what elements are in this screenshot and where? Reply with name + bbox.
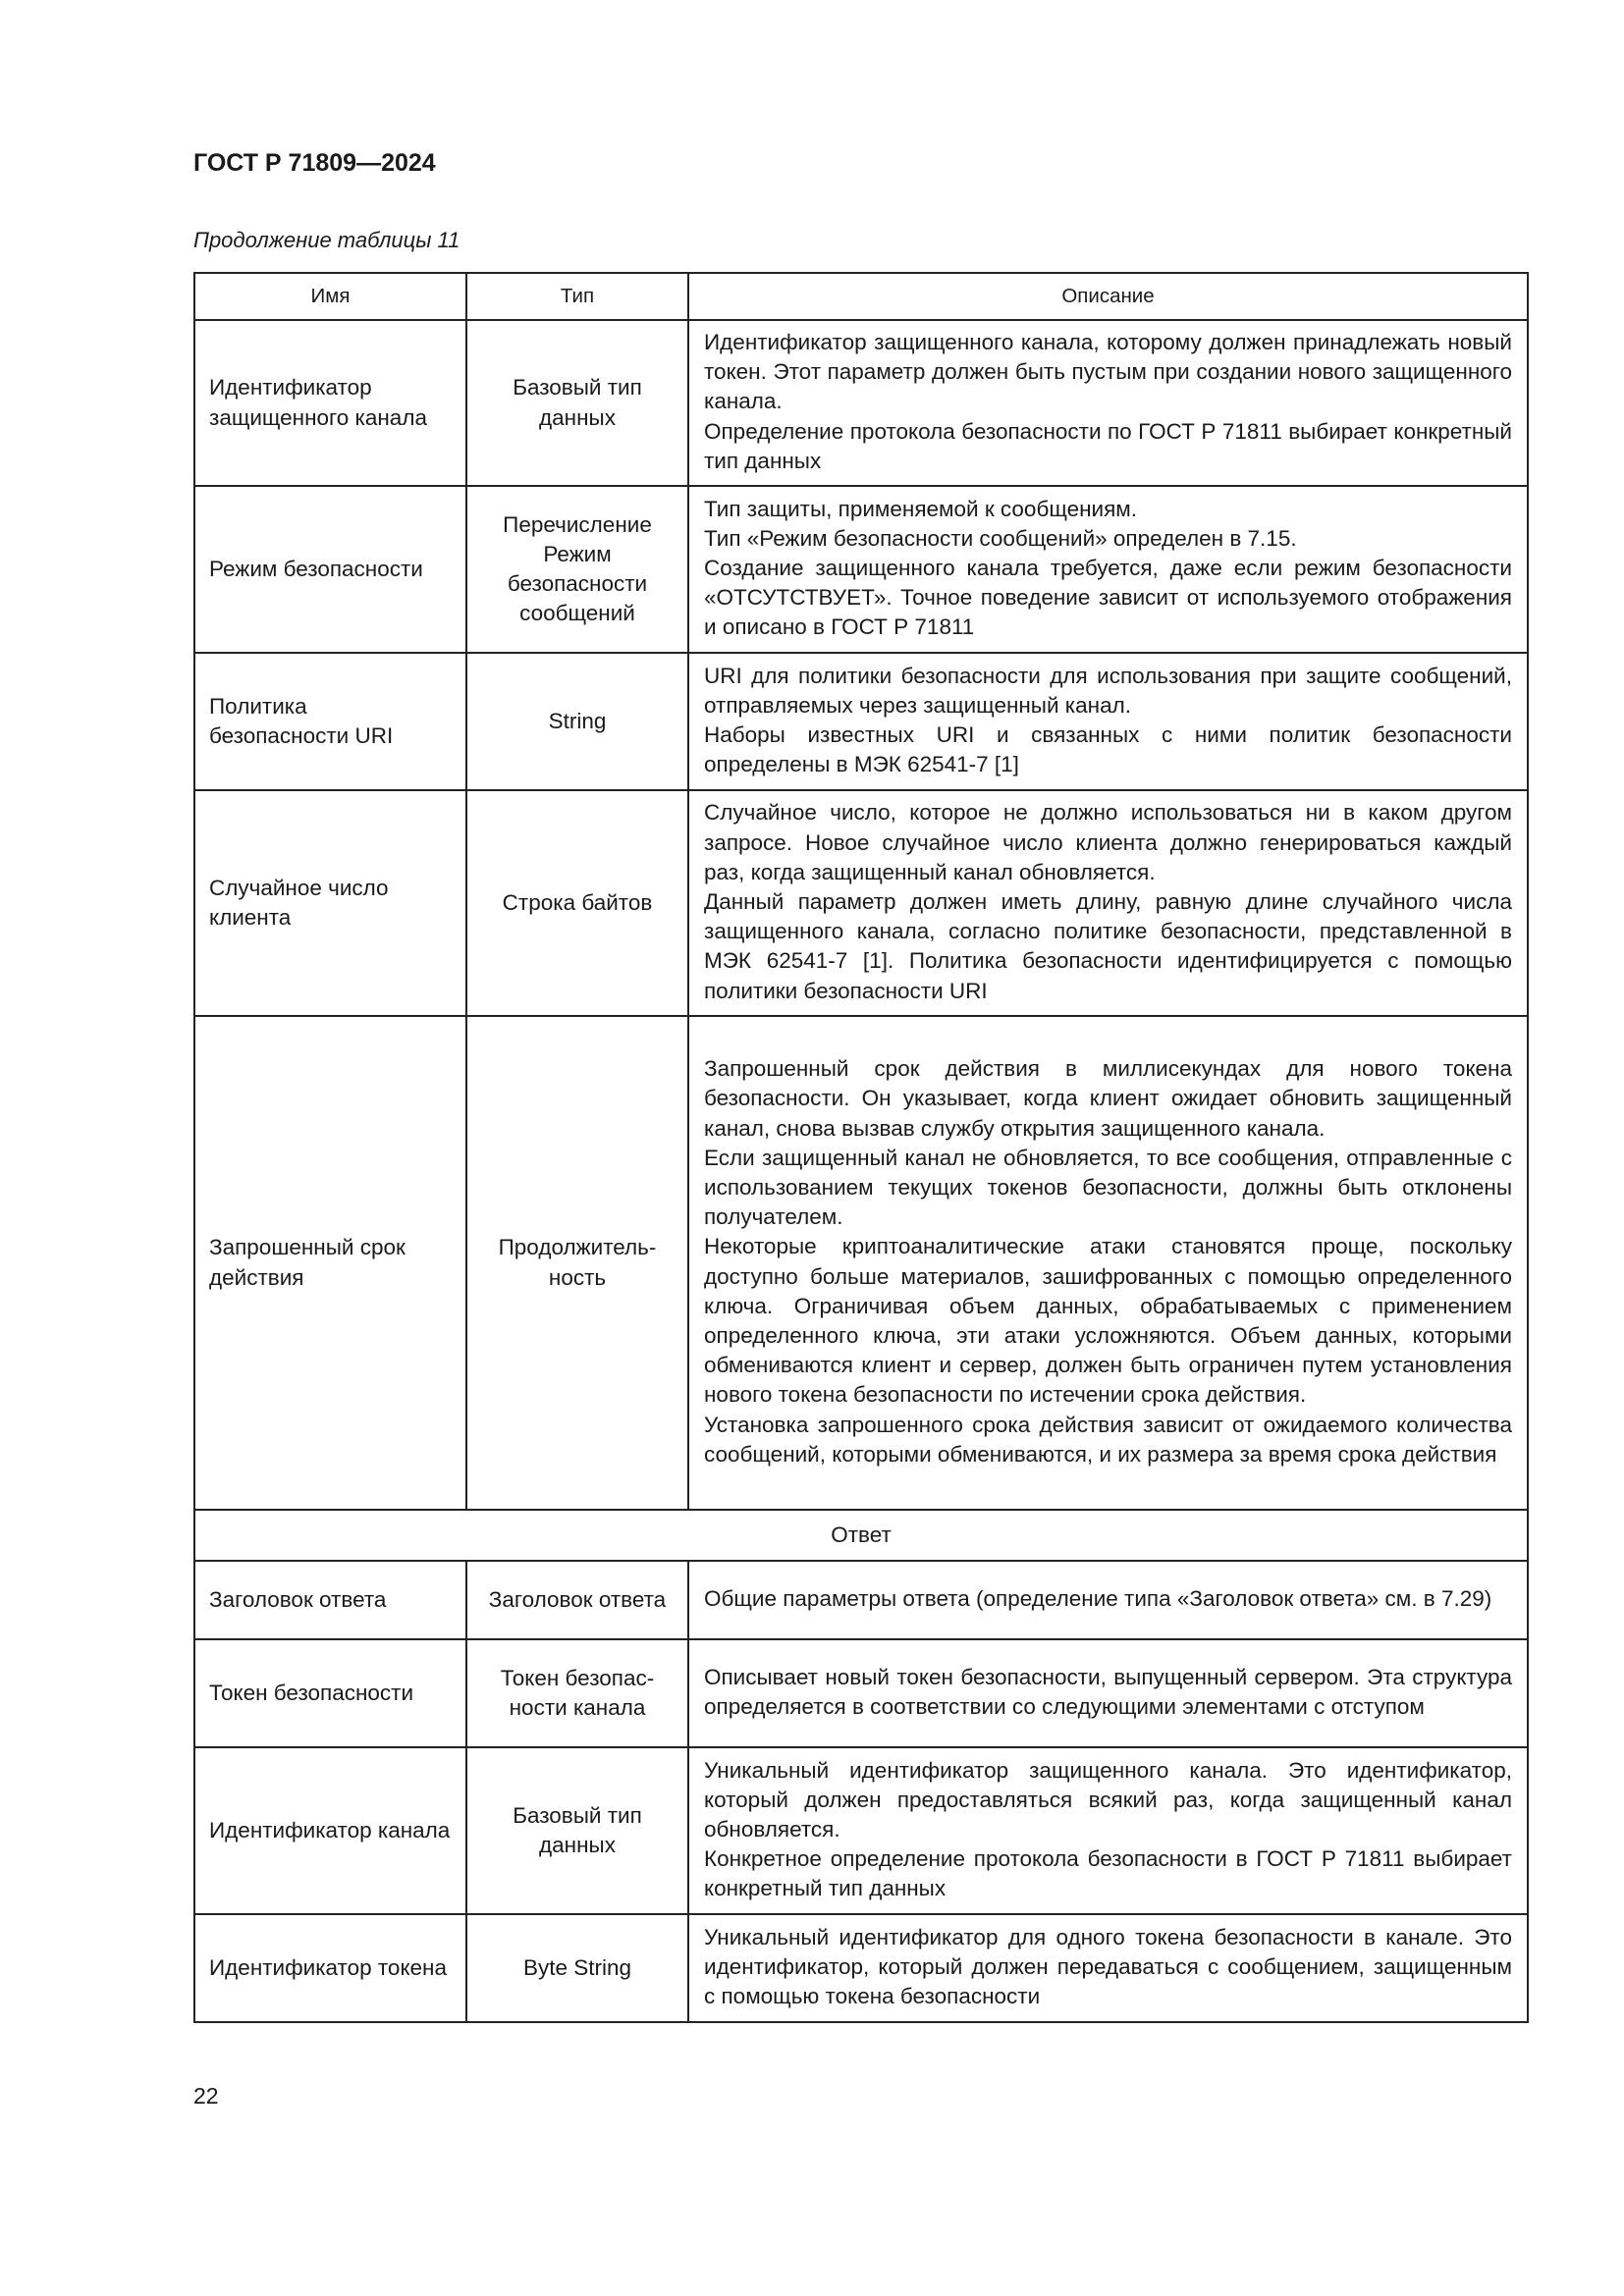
row-description (688, 1561, 1528, 1639)
table-row (194, 320, 1528, 486)
description-paragraph: Запрошенный срок действия в миллисекундах для нового токена безопасности. Он указывает, когда клиент ожидает обновить защищенный канал, снова вызвав службу открытия защищенного канала. (704, 1056, 1512, 1141)
row-type: String (466, 653, 688, 790)
column-header-description: Описание (688, 273, 1528, 320)
description-paragraph: Уникальный идентификатор для одного токена безопасности в канале. Это идентификатор, который должен передаваться с сообщением, защищенным с помощью токена безопасности (704, 1924, 1512, 2009)
row-description (688, 653, 1528, 790)
table-row (194, 1639, 1528, 1747)
description-paragraph: Данный параметр должен иметь длину, равную длине случайного числа защищенного канала, согласно политике безопасности, представленной в МЭК 62541-7 [1]. Политика безопасности идентифицируется с помощью политики безопасности URI (704, 888, 1512, 1003)
description-paragraph: Описывает новый токен безопасности, выпущенный сервером. Эта структура определяется в соответствии со следующими элементами с отступом (704, 1664, 1512, 1720)
description-paragraph: Общие параметры ответа (определение типа «Заголовок ответа» см. в 7.29) (704, 1585, 1492, 1611)
description-paragraph: Некоторые криптоаналитические атаки становятся проще, поскольку доступно больше материалов, зашифрованных с помощью определенного ключа. Ограничивая объем данных, обрабатываемых с применением определенного ключа, эти атаки усложняются. Объем данных, которыми обмениваются клиент и сервер, должен быть ограничен путем установления нового токена безопасности по истечении срока действия. (704, 1234, 1512, 1408)
row-type: Токен безопасности канала (466, 1639, 688, 1747)
row-type: Строка байтов (466, 790, 688, 1016)
row-name: Политика безопасности URI (194, 653, 466, 790)
row-description (688, 1747, 1528, 1914)
table-row (194, 1914, 1528, 2022)
row-type: Заголовок ответа (466, 1561, 688, 1639)
parameters-table (193, 272, 1529, 2023)
row-type: Базовый тип данных (466, 1747, 688, 1914)
row-type: Продолжительность (466, 1016, 688, 1510)
table-header-row (194, 273, 1528, 320)
description-paragraph: Определение протокола безопасности по ГОСТ Р 71811 выбирает конкретный тип данных (704, 418, 1512, 473)
row-type: Byte String (466, 1914, 688, 2022)
table-row (194, 1561, 1528, 1639)
row-name: Идентификатор защищенного канала (194, 320, 466, 486)
description-paragraph: Создание защищенного канала требуется, даже если режим безопасности «ОТСУТСТВУЕТ». Точное поведение зависит от используемого отображения и описано в ГОСТ Р 71811 (704, 555, 1512, 640)
section-title: Ответ (194, 1510, 1528, 1561)
row-name: Идентификатор канала (194, 1747, 466, 1914)
document-code: ГОСТ Р 71809—2024 (193, 149, 436, 177)
column-header-type: Тип (466, 273, 688, 320)
row-name: Случайное число клиента (194, 790, 466, 1016)
row-type: Перечисление Режим безопасности сообщений (466, 486, 688, 653)
description-paragraph: Идентификатор защищенного канала, которому должен принадлежать новый токен. Этот параметр должен быть пустым при создании нового защищенного канала. (704, 330, 1512, 414)
table-caption: Продолжение таблицы 11 (193, 228, 460, 252)
row-type: Базовый тип данных (466, 320, 688, 486)
description-paragraph: URI для политики безопасности для использования при защите сообщений, отправляемых через защищенный канал. (704, 663, 1512, 718)
table-row (194, 1016, 1528, 1510)
table-row (194, 1747, 1528, 1914)
row-description (688, 790, 1528, 1016)
row-description (688, 486, 1528, 653)
description-paragraph: Уникальный идентификатор защищенного канала. Это идентификатор, который должен предоставляться всякий раз, когда защищенный канал обновляется. (704, 1757, 1512, 1842)
section-row-response (194, 1510, 1528, 1561)
description-paragraph: Наборы известных URI и связанных с ними политик безопасности определены в МЭК 62541-7 [1] (704, 722, 1512, 777)
row-name: Заголовок ответа (194, 1561, 466, 1639)
description-paragraph: Тип «Режим безопасности сообщений» определен в 7.15. (704, 525, 1297, 551)
row-description (688, 1016, 1528, 1510)
table-row (194, 653, 1528, 790)
table-row (194, 790, 1528, 1016)
table-row (194, 486, 1528, 653)
description-paragraph: Тип защиты, применяемой к сообщениям. (704, 496, 1138, 521)
row-name: Режим безопасности (194, 486, 466, 653)
row-description (688, 1914, 1528, 2022)
page-number: 22 (193, 2083, 219, 2109)
row-name: Запрошенный срок действия (194, 1016, 466, 1510)
description-paragraph: Если защищенный канал не обновляется, то все сообщения, отправленные с использованием текущих токенов безопасности, должны быть отклонены получателем. (704, 1145, 1512, 1230)
row-name: Токен безопасности (194, 1639, 466, 1747)
description-paragraph: Случайное число, которое не должно использоваться ни в каком другом запросе. Новое случайное число клиента должно генерироваться каждый раз, когда защищенный канал обновляется. (704, 800, 1512, 884)
description-paragraph: Установка запрошенного срока действия зависит от ожидаемого количества сообщений, которыми обмениваются, и их размера за время срока действия (704, 1412, 1512, 1467)
row-description (688, 1639, 1528, 1747)
row-description (688, 320, 1528, 486)
description-paragraph: Конкретное определение протокола безопасности в ГОСТ Р 71811 выбирает конкретный тип данных (704, 1846, 1512, 1901)
row-name: Идентификатор токена (194, 1914, 466, 2022)
column-header-name: Имя (194, 273, 466, 320)
